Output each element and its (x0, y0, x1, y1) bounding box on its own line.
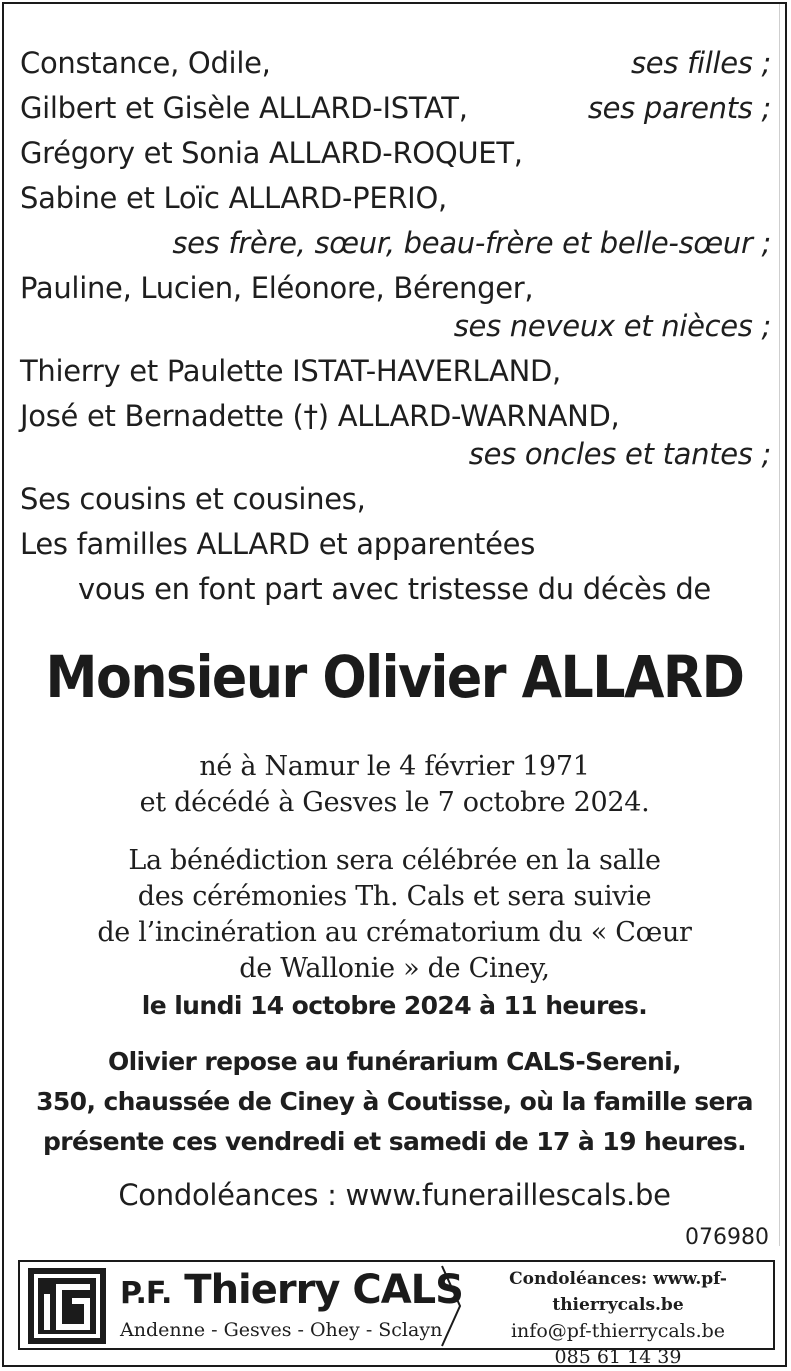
daughters-names: Constance, Odile, (20, 46, 271, 80)
birth-info: né à Namur le 4 février 1971 (199, 751, 590, 782)
uncles-role: ses oncles et tantes ; (468, 437, 771, 471)
siblings-role: ses frère, sœur, beau-frère et belle-sœur ; (172, 226, 771, 260)
parents-line (20, 89, 771, 127)
visitation-line-3: présente ces vendredi et samedi de 17 à 19 heures. (42, 1127, 747, 1156)
daughters-role: ses filles ; (631, 46, 771, 80)
funeral-home-email: info@pf-thierrycals.be (510, 1320, 726, 1342)
nephews-names: Pauline, Lucien, Eléonore, Bérenger, (20, 271, 534, 305)
reference-number: 076980 (685, 1225, 769, 1250)
funeral-home-phone: 085 61 14 39 (554, 1346, 682, 1368)
funeral-home-logo-icon (28, 1268, 106, 1344)
obituary-notice (2, 2, 787, 1367)
parents-names: Gilbert et Gisèle ALLARD-ISTAT, (20, 91, 468, 125)
death-info: et décédé à Gesves le 7 octobre 2024. (139, 787, 650, 818)
ceremony-line-3: de l’incinération au crématorium du « Cœur (97, 917, 692, 948)
funeral-home-prefix: P.F. (120, 1276, 172, 1311)
nephews-role: ses neveux et nièces ; (453, 309, 771, 343)
funeral-home-condolences: Condoléances: www.pf-thierrycals.be (509, 1269, 727, 1315)
funeral-home-name: Thierry CALS (184, 1267, 463, 1313)
parents-role: ses parents ; (587, 91, 771, 125)
ceremony-line-2: des cérémonies Th. Cals et sera suivie (137, 881, 652, 912)
cousins: Ses cousins et cousines, (20, 482, 366, 516)
daughters-line (20, 44, 771, 82)
visitation-line-1: Olivier repose au funérarium CALS-Sereni, (107, 1047, 682, 1076)
announcement: vous en font part avec tristesse du décès de (78, 572, 711, 606)
ceremony-line-1: La bénédiction sera célébrée en la salle (128, 845, 661, 876)
chevron-right-icon (440, 1264, 462, 1348)
ceremony-date: le lundi 14 octobre 2024 à 11 heures. (141, 991, 648, 1020)
sibling-2: Sabine et Loïc ALLARD-PERIO, (20, 181, 447, 215)
uncle-2: José et Bernadette (†) ALLARD-WARNAND, (20, 399, 620, 433)
funeral-home-banner (18, 1260, 775, 1368)
funeral-home-towns: Andenne - Gesves - Ohey - Sclayn (120, 1319, 443, 1341)
sibling-1: Grégory et Sonia ALLARD-ROQUET, (20, 136, 523, 170)
deceased-name: Monsieur Olivier ALLARD (45, 643, 744, 711)
funeral-home-name-block (120, 1264, 463, 1320)
uncle-1: Thierry et Paulette ISTAT-HAVERLAND, (20, 354, 561, 388)
visitation-line-2: 350, chaussée de Ciney à Coutisse, où la famille sera (36, 1087, 753, 1116)
ceremony-line-4: de Wallonie » de Ciney, (239, 953, 550, 984)
families: Les familles ALLARD et apparentées (20, 527, 536, 561)
funeral-home-contact (468, 1266, 768, 1370)
condolences-line: Condoléances : www.funeraillescals.be (118, 1178, 671, 1212)
